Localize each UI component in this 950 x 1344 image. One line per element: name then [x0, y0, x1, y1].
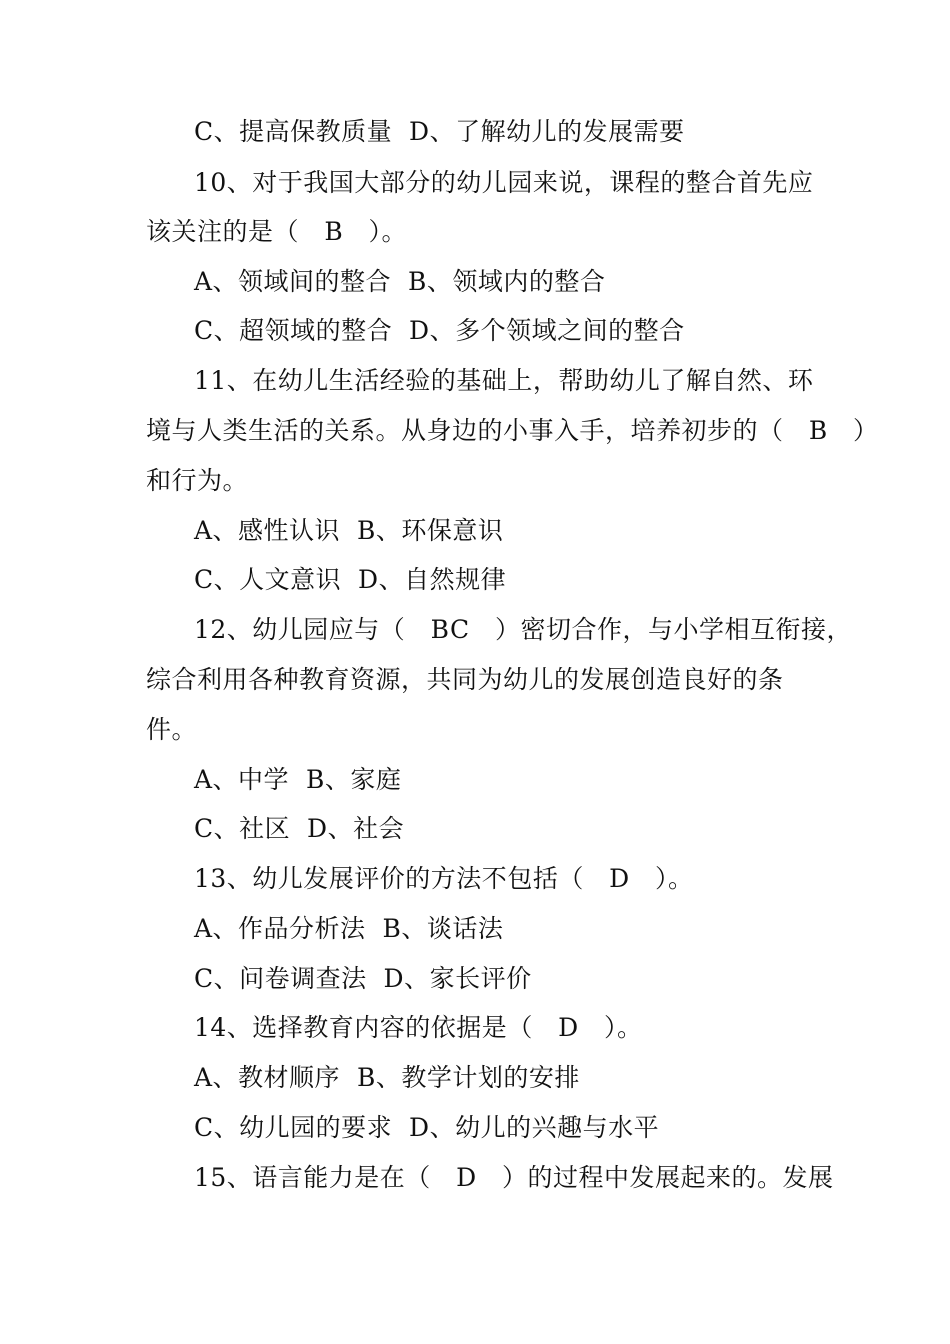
option-line-q14-ab: A、教材顺序 B、教学计划的安排 [194, 1063, 580, 1092]
option-line-q14-cd: C、幼儿园的要求 D、幼儿的兴趣与水平 [194, 1113, 660, 1142]
option-line-q11-ab: A、感性认识 B、环保意识 [194, 516, 504, 545]
option-line-q10-ab: A、领域间的整合 B、领域内的整合 [194, 267, 606, 296]
option-line-q13-ab: A、作品分析法 B、谈话法 [194, 914, 504, 943]
option-line-q13-cd: C、问卷调查法 D、家长评价 [194, 964, 532, 993]
option-line-q12-ab: A、中学 B、家庭 [194, 765, 402, 794]
option-line-q10-cd: C、超领域的整合 D、多个领域之间的整合 [194, 316, 685, 345]
question-10-line-2: 该关注的是（ B ）。 [146, 217, 408, 246]
question-11-line-1: 11、在幼儿生活经验的基础上，帮助幼儿了解自然、环 [194, 366, 814, 395]
option-line-q12-cd: C、社区 D、社会 [194, 814, 405, 843]
question-12-line-1: 12、幼儿园应与（ BC ）密切合作，与小学相互衔接， [194, 615, 852, 644]
question-12-line-3: 件。 [146, 715, 198, 744]
question-14-line-1: 14、选择教育内容的依据是（ D ）。 [194, 1013, 643, 1042]
question-10-line-1: 10、对于我国大部分的幼儿园来说，课程的整合首先应 [194, 168, 814, 197]
question-12-line-2: 综合利用各种教育资源，共同为幼儿的发展创造良好的条 [146, 665, 784, 694]
question-11-line-3: 和行为。 [146, 466, 249, 495]
option-line-q9-cd: C、提高保教质量 D、了解幼儿的发展需要 [194, 117, 685, 146]
question-13-line-1: 13、幼儿发展评价的方法不包括（ D ）。 [194, 864, 694, 893]
question-11-line-2: 境与人类生活的关系。从身边的小事入手，培养初步的（ B ） [146, 416, 879, 445]
question-15-line-1: 15、语言能力是在（ D ）的过程中发展起来的。发展 [194, 1163, 834, 1192]
option-line-q11-cd: C、人文意识 D、自然规律 [194, 565, 507, 594]
